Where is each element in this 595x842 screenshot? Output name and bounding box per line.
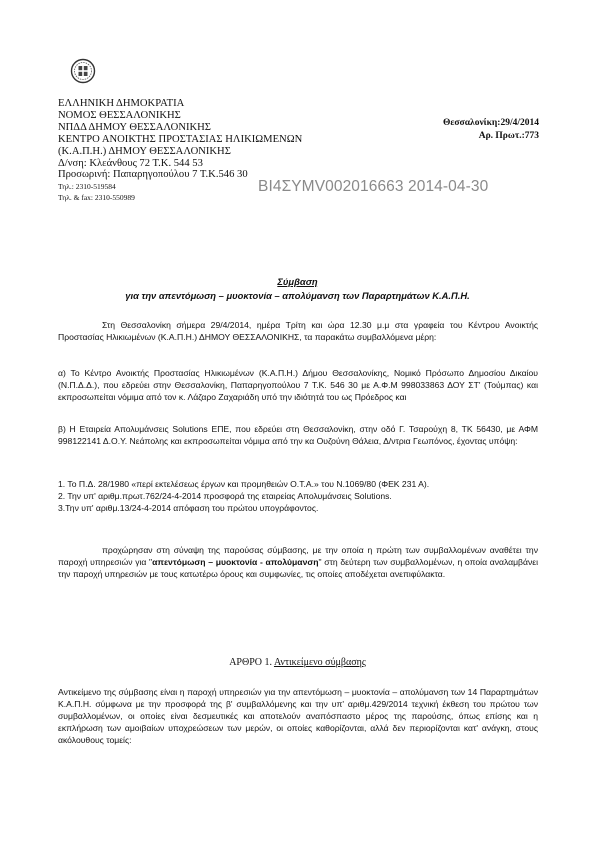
agreement-service-name: απεντόμωση – μυοκτονία - απολύμανση — [152, 557, 319, 567]
header-tel: Τηλ.: 2310-519584 — [58, 182, 116, 192]
date-protocol-block — [443, 117, 539, 143]
reference-item: 3.Την υπ' αριθμ.13/24-4-2014 απόφαση του πρώτου υπογράφοντος. — [58, 503, 319, 513]
party-b-text: β) Η Εταιρεία Απολυμάνσεις Solutions ΕΠΕ, που εδρεύει στη Θεσσαλονίκη, στην οδό Γ. Τσαρούχη 8, ΤΚ 56430, με ΑΦΜ 998122141 Δ.Ο.Υ. Νεάπολης και εκπροσωπείται νόμιμα από την κα Ουζούνη Θάλεια, Δ/ντρια Γεωπόνος, έχοντας υπόψη: — [58, 424, 538, 446]
article-1-text: Αντικείμενο της σύμβασης είναι η παροχή υπηρεσιών για την απεντόμωση – μυοκτονία – απολύμανση των 14 Παραρτημάτων Κ.Α.Π.Η. σύμφωνα με την προσφορά της β' συμβαλλόμενης και την υπ' αριθμ.429/2014 τεχνική έκθεση του πρώτου των συμβαλλομένων, οι οποίες είναι δεσμευτικές και αποτελούν αναπόσπαστο μέρος της παρούσης, όπως επίσης και η εκπλήρωση των αμοιβαίων υποχρεώσεων των μερών, οι οποίες καθορίζονται, αλλά δεν περιορίζονται κατ' ανάγκη, στους ακόλουθους τομείς: — [58, 687, 538, 745]
article-title: Αντικείμενο σύμβασης — [273, 657, 366, 668]
header-line: (Κ.Α.Π.Η.) ΔΗΜΟΥ ΘΕΣΣΑΛΟΝΙΚΗΣ — [58, 145, 231, 157]
document-title: Σύμβαση — [277, 276, 318, 287]
references-list — [58, 478, 538, 514]
agreement-text-post: " στη δεύτερη των συμβαλλομένων, η οποία αναλαμβάνει την παροχή υπηρεσιών με τους κατωτέρω όρους και συμφωνίες, τις οποίες αποδέχεται ανεπιφύλακτα. — [58, 557, 538, 579]
intro-paragraph — [58, 319, 538, 343]
agreement-paragraph — [58, 544, 538, 580]
intro-text: Στη Θεσσαλονίκη σήμερα 29/4/2014, ημέρα Τρίτη και ώρα 12.30 μ.μ στα γραφεία του Κέντρου Ανοικτής Προστασίας Ηλικιωμένων (Κ.Α.Π.Η.) ΔΗΜΟΥ ΘΕΣΣΑΛΟΝΙΚΗΣ, τα παρακάτω συμβαλλόμενα μέρη: — [58, 320, 538, 342]
reference-item: 2. Την υπ' αριθμ.πρωτ.762/24-4-2014 προσφορά της εταιρείας Απολυμάνσεις Solutions. — [58, 491, 392, 501]
header-fax: Τηλ. & fax: 2310-550989 — [58, 193, 135, 203]
header-line: ΝΟΜΟΣ ΘΕΣΣΑΛΟΝΙΚΗΣ — [58, 109, 181, 121]
party-a-paragraph — [58, 367, 538, 403]
header-line: ΝΠΔΔ ΔΗΜΟΥ ΘΕΣΣΑΛΟΝΙΚΗΣ — [58, 121, 211, 133]
article-number: ΑΡΘΡΟ 1. — [229, 657, 272, 668]
header-line: ΚΕΝΤΡΟ ΑΝΟΙΚΤΗΣ ΠΡΟΣΤΑΣΙΑΣ ΗΛΙΚΙΩΜΕΝΩΝ — [58, 133, 303, 145]
header-line: Δ/νση: Κλεάνθους 72 Τ.Κ. 544 53 — [58, 157, 203, 169]
agreement-text — [58, 544, 538, 580]
agreement-text-pre: προχώρησαν στη σύναψη της παρούσας σύμβασης, με την οποία η πρώτη των συμβαλλομένων αναθέτει την παροχή υπηρεσιών για " — [58, 545, 538, 567]
header-line: ΕΛΛΗΝΙΚΗ ΔΗΜΟΚΡΑΤΙΑ — [58, 98, 185, 109]
protocol-number: Αρ. Πρωτ.:773 — [478, 131, 539, 141]
reference-item: 1. Το Π.Δ. 28/1980 «περί εκτελέσεως έργων και προμηθειών Ο.Τ.Α.» του Ν.1069/80 (ΦΕΚ 231 Α). — [58, 479, 430, 489]
party-a-text: α) Το Κέντρο Ανοικτής Προστασίας Ηλικιωμένων (Κ.Α.Π.Η.) Δήμου Θεσσαλονίκης, Νομικό Πρόσωπο Δημοσίου Δικαίου (Ν.Π.Δ.Δ.), που εδρεύει στην Θεσσαλονίκη, Παπαρηγοπούλου 7 Τ.Κ. 546 30 με Α.Φ.Μ 998033863 ΔΟΥ ΣΤ' (Τούμπας) και εκπροσωπείται νόμιμα από τον κ. Λάζαρο Ζαχαριάδη υπό την ιδιότητά του ως Πρόεδρος και — [58, 368, 538, 402]
document-subtitle: για την απεντόμωση – μυοκτονία – απολύμανση των Παραρτημάτων Κ.Α.Π.Η. — [125, 290, 470, 301]
article-heading — [0, 657, 595, 668]
header-line: Προσωρινή: Παπαρηγοπούλου 7 Τ.Κ.546 30 — [58, 169, 248, 181]
ada-code-stamp: ΒΙ4ΣΥΜV002016663 2014-04-30 — [258, 178, 489, 195]
party-b-paragraph — [58, 423, 538, 447]
coat-of-arms-emblem-icon — [70, 58, 96, 84]
article-1-paragraph — [58, 686, 538, 746]
place-date: Θεσσαλονίκη:29/4/2014 — [442, 118, 539, 128]
